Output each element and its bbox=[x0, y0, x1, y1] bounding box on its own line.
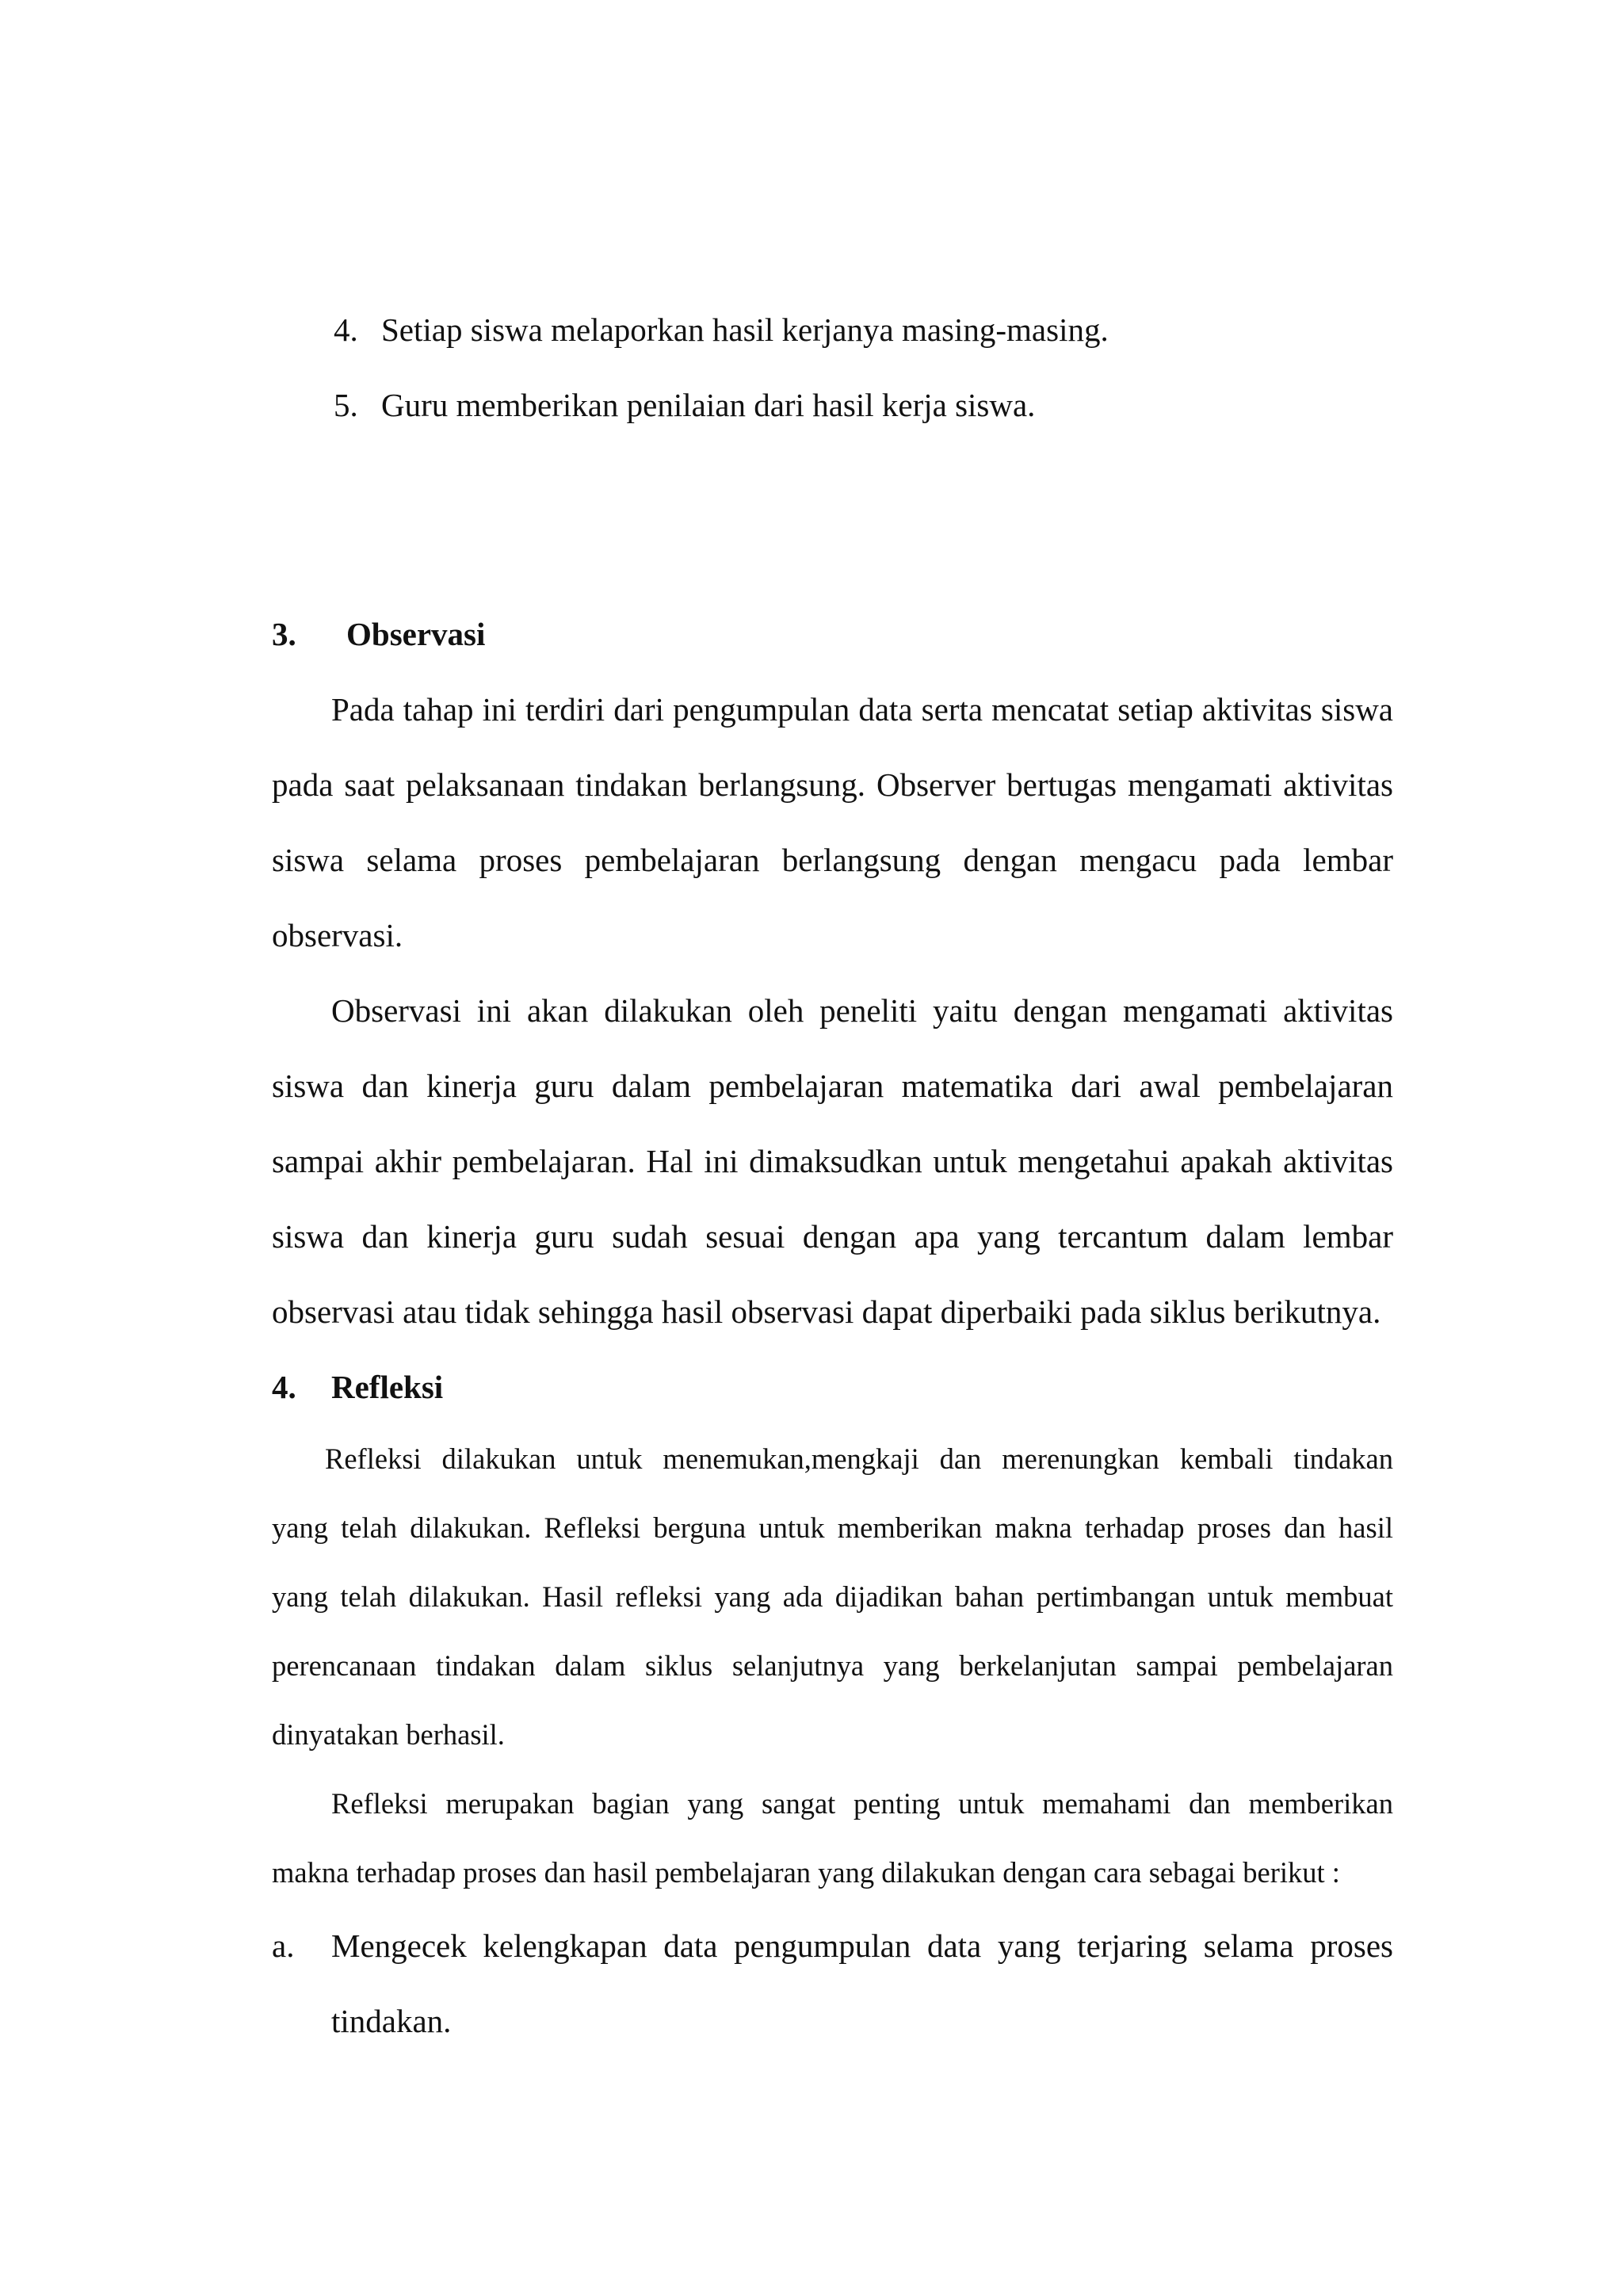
paragraph-line: yang telah dilakukan. Refleksi berguna untuk memberikan makna terhadap proses dan hasil bbox=[272, 1511, 1393, 1544]
paragraph-line: siswa dan kinerja guru dalam pembelajaran matematika dari awal pembelajaran bbox=[272, 1068, 1393, 1104]
paragraph-line: Refleksi merupakan bagian yang sangat penting untuk memahami dan memberikan bbox=[331, 1787, 1393, 1820]
paragraph-line: observasi atau tidak sehingga hasil observasi dapat diperbaiki pada siklus berikutnya. bbox=[272, 1293, 1381, 1330]
list-item-text: tindakan. bbox=[331, 2003, 452, 2039]
list-number: 5. bbox=[334, 387, 358, 423]
list-item bbox=[334, 389, 358, 422]
paragraph-line: pada saat pelaksanaan tindakan berlangsung. Observer bertugas mengamati aktivitas bbox=[272, 766, 1393, 803]
list-item-text: Setiap siswa melaporkan hasil kerjanya masing-masing. bbox=[381, 311, 1109, 348]
paragraph-line: perencanaan tindakan dalam siklus selanjutnya yang berkelanjutan sampai pembelajaran bbox=[272, 1649, 1393, 1682]
paragraph-line: yang telah dilakukan. Hasil refleksi yang ada dijadikan bahan pertimbangan untuk membuat bbox=[272, 1580, 1393, 1613]
list-letter: a. bbox=[272, 1927, 295, 1964]
list-item bbox=[334, 311, 358, 348]
paragraph-line: siswa dan kinerja guru sudah sesuai dengan apa yang tercantum dalam lembar bbox=[272, 1218, 1393, 1255]
section-number: 4. bbox=[272, 1369, 296, 1405]
section-number: 3. bbox=[272, 616, 296, 652]
paragraph-line: dinyatakan berhasil. bbox=[272, 1718, 505, 1751]
paragraph-line: Refleksi dilakukan untuk menemukan,mengkaji dan merenungkan kembali tindakan bbox=[325, 1442, 1393, 1475]
list-number: 4. bbox=[334, 311, 358, 348]
list-item-text: Guru memberikan penilaian dari hasil kerja siswa. bbox=[381, 387, 1036, 423]
paragraph-line: sampai akhir pembelajaran. Hal ini dimaksudkan untuk mengetahui apakah aktivitas bbox=[272, 1143, 1393, 1179]
paragraph-line: siswa selama proses pembelajaran berlangsung dengan mengacu pada lembar bbox=[272, 842, 1393, 878]
section-heading: Refleksi bbox=[331, 1369, 444, 1405]
paragraph-line: Pada tahap ini terdiri dari pengumpulan data serta mencatat setiap aktivitas siswa bbox=[331, 691, 1393, 728]
paragraph-line: observasi. bbox=[272, 917, 403, 953]
paragraph-line: makna terhadap proses dan hasil pembelajaran yang dilakukan dengan cara sebagai berikut : bbox=[272, 1856, 1340, 1889]
list-item-text: Mengecek kelengkapan data pengumpulan data yang terjaring selama proses bbox=[331, 1927, 1393, 1964]
paragraph-line: Observasi ini akan dilakukan oleh peneliti yaitu dengan mengamati aktivitas bbox=[331, 992, 1393, 1029]
section-heading: Observasi bbox=[346, 616, 486, 652]
